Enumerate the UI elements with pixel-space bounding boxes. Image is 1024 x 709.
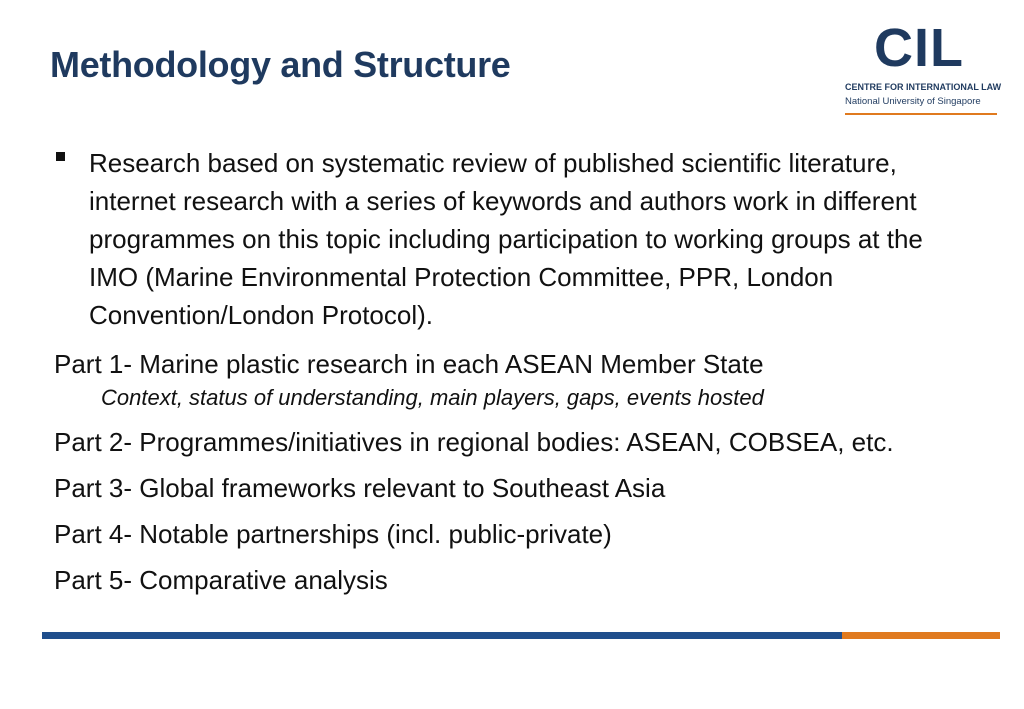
logo-rule	[845, 113, 997, 115]
square-bullet-icon	[56, 152, 65, 161]
footer-bar	[42, 632, 1000, 639]
structure-parts	[54, 346, 994, 598]
bullet-text: Research based on systematic review of published scientific literature, internet research with a series of keywords and authors work in different programmes on this topic including participation to working groups at the IMO (Marine Environmental Protection Committee, PPR, London Convention/London Protocol).	[89, 148, 923, 330]
footer-bar-orange	[842, 632, 1000, 639]
part-1: Part 1- Marine plastic research in each ASEAN Member State	[54, 349, 764, 379]
methodology-bullet	[54, 144, 974, 334]
part-2: Part 2- Programmes/initiatives in regional bodies: ASEAN, COBSEA, etc.	[54, 427, 894, 457]
part-1-subtitle: Context, status of understanding, main players, gaps, events hosted	[101, 385, 764, 410]
logo-line2: National University of Singapore	[845, 96, 981, 107]
footer-bar-blue	[42, 632, 842, 639]
cil-logo	[840, 18, 1000, 118]
slide-title: Methodology and Structure	[50, 44, 511, 85]
logo-line1: CENTRE FOR INTERNATIONAL LAW	[845, 82, 1002, 92]
logo-mark: CIL	[874, 18, 964, 78]
part-4: Part 4- Notable partnerships (incl. public-private)	[54, 519, 612, 549]
part-5: Part 5- Comparative analysis	[54, 565, 388, 595]
part-3: Part 3- Global frameworks relevant to Southeast Asia	[54, 473, 666, 503]
